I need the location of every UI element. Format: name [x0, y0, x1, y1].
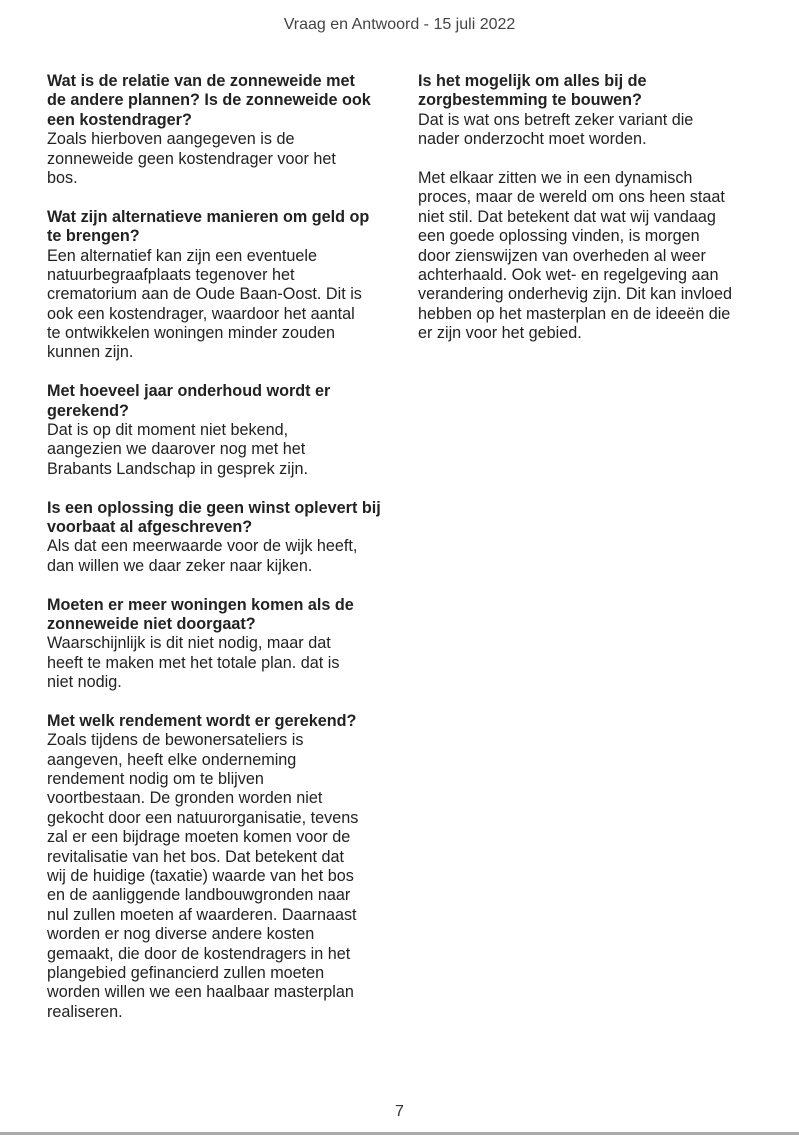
answer-line: wij de huidige (taxatie) waarde van het bos: [47, 867, 354, 886]
question-line: Is een oplossing die geen winst oplevert bij: [47, 498, 381, 517]
answer-line: rendement nodig om te blijven: [47, 770, 264, 789]
answer-line: te ontwikkelen woningen minder zouden: [47, 324, 335, 343]
qa-block: [418, 169, 768, 344]
answer-line: niet stil. Dat betekent dat wat wij vandaag: [418, 207, 716, 226]
answer-line: aangezien we daarover nog met het: [47, 440, 306, 459]
answer-line: achterhaald. Ook wet- en regelgeving aan: [418, 265, 719, 284]
answer-line: Zoals tijdens de bewonersateliers is: [47, 731, 304, 750]
answer-line: nader onderzocht moet worden.: [418, 130, 647, 149]
answer-line: revitalisatie van het bos. Dat betekent dat: [47, 847, 344, 866]
question-line: Moeten er meer woningen komen als de: [47, 595, 354, 614]
answer-line: en de aanliggende landbouwgronden naar: [47, 886, 351, 905]
answer-line: hebben op het masterplan en de ideeën die: [418, 304, 731, 323]
left-column: [47, 72, 397, 1042]
question-line: Met hoeveel jaar onderhoud wordt er: [47, 382, 331, 401]
answer-line: zal er een bijdrage moeten komen voor de: [47, 828, 351, 847]
question: [47, 499, 397, 538]
page-header: Vraag en Antwoord - 15 juli 2022: [283, 16, 516, 33]
answer-line: Brabants Landschap in gesprek zijn.: [47, 459, 308, 478]
qa-block: [47, 72, 397, 188]
qa-block: [47, 499, 397, 577]
answer-line: voortbestaan. De gronden worden niet: [47, 789, 323, 808]
answer-line: Zoals hierboven aangegeven is de: [47, 130, 295, 149]
answer: [418, 169, 768, 344]
question-line: te brengen?: [47, 227, 140, 246]
answer-line: Dat is op dit moment niet bekend,: [47, 421, 289, 440]
qa-block: [47, 712, 397, 1022]
question-line: Wat is de relatie van de zonneweide met: [47, 72, 355, 90]
answer-line: Dat is wat ons betreft zeker variant die: [418, 110, 694, 129]
answer-line: worden willen we een haalbaar masterplan: [47, 983, 354, 1002]
answer: [47, 247, 397, 363]
question: [47, 72, 397, 130]
question-line: zorgbestemming te bouwen?: [418, 91, 642, 110]
qa-block: [418, 72, 768, 150]
answer-line: verandering onderhevig zijn. Dit kan invloed: [418, 285, 733, 304]
answer-line: aangeven, heeft elke onderneming: [47, 750, 297, 769]
answer-line: zonneweide geen kostendrager voor het: [47, 149, 336, 168]
answer-line: niet nodig.: [47, 673, 122, 692]
answer-line: heeft te maken met het totale plan. dat is: [47, 653, 340, 672]
question-line: een kostendrager?: [47, 110, 192, 129]
question: [47, 208, 397, 247]
question-line: voorbaat al afgeschreven?: [47, 517, 253, 536]
qa-block: [47, 382, 397, 479]
page-number: 7: [395, 1103, 404, 1120]
question-line: Wat zijn alternatieve manieren om geld op: [47, 207, 370, 226]
qa-block: [47, 208, 397, 363]
answer-line: kunnen zijn.: [47, 343, 134, 362]
right-column: [418, 72, 768, 363]
answer-line: proces, maar de wereld om ons heen staat: [418, 188, 725, 207]
question-line: Is het mogelijk om alles bij de: [418, 72, 647, 90]
answer-line: Als dat een meerwaarde voor de wijk heeft,: [47, 537, 358, 556]
answer-line: crematorium aan de Oude Baan-Oost. Dit is: [47, 285, 362, 304]
answer-line: realiseren.: [47, 1002, 123, 1021]
answer: [47, 421, 397, 479]
answer-line: worden er nog diverse andere kosten: [47, 925, 315, 944]
question-line: zonneweide niet doorgaat?: [47, 614, 256, 633]
answer-line: door zienswijzen van overheden al weer: [418, 246, 706, 265]
answer: [47, 130, 397, 188]
answer-line: een goede oplossing vinden, is morgen: [418, 227, 700, 246]
question-line: Met welk rendement wordt er gerekend?: [47, 711, 357, 730]
answer-line: ook een kostendrager, waardoor het aantal: [47, 304, 355, 323]
answer-line: plangebied gefinancierd zullen moeten: [47, 963, 325, 982]
question-line: gerekend?: [47, 401, 129, 420]
question-line: de andere plannen? Is de zonneweide ook: [47, 91, 371, 110]
answer-line: dan willen we daar zeker naar kijken.: [47, 556, 313, 575]
answer-line: gemaakt, die door de kostendragers in het: [47, 944, 351, 963]
answer-line: nul zullen moeten af waarderen. Daarnaast: [47, 905, 357, 924]
answer: [418, 111, 768, 150]
answer-line: Met elkaar zitten we in een dynamisch: [418, 168, 693, 187]
answer-line: gekocht door een natuurorganisatie, tevens: [47, 808, 359, 827]
answer-line: bos.: [47, 168, 78, 187]
answer-line: Een alternatief kan zijn een eventuele: [47, 246, 317, 265]
answer: [47, 634, 397, 692]
qa-block: [47, 596, 397, 693]
question: [418, 72, 768, 111]
question: [47, 596, 397, 635]
answer: [47, 731, 397, 1022]
answer: [47, 537, 397, 576]
answer-line: er zijn voor het gebied.: [418, 324, 582, 343]
question: [47, 382, 397, 421]
answer-line: natuurbegraafplaats tegenover het: [47, 265, 295, 284]
answer-line: Waarschijnlijk is dit niet nodig, maar dat: [47, 634, 331, 653]
question: [47, 712, 397, 731]
